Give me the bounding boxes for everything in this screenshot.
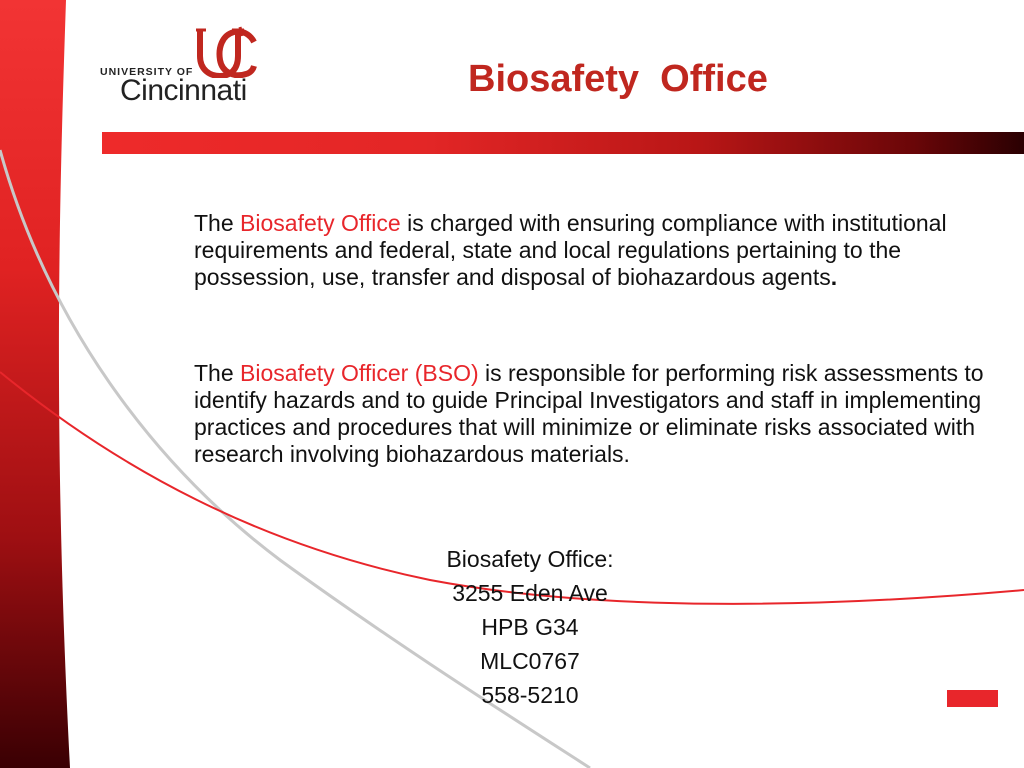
paragraph1-post: is charged with ensuring compliance with institutional requirements and federal, state and local regulations pertaining to the possession, use, transfer and disposal of biohazardous agents [194, 210, 947, 290]
paragraph2-pre: The [194, 360, 241, 386]
title-underline-bar [102, 132, 1024, 154]
contact-building: HPB G34 [481, 614, 579, 640]
logo-cincinnati-text: Cincinnati [120, 74, 247, 107]
contact-address: 3255 Eden Ave [452, 580, 608, 606]
paragraph-officer-description [194, 360, 994, 468]
contact-block [330, 542, 730, 712]
left-red-band [0, 0, 70, 768]
page-title: Biosafety Office [468, 58, 768, 100]
university-logo [98, 26, 273, 110]
logo-university-text: UNIVERSITY OF [100, 66, 194, 78]
contact-mail-location: MLC0767 [480, 648, 580, 674]
uc-logo-mark-icon [196, 26, 258, 78]
paragraph1-highlight: Biosafety Office [240, 210, 401, 236]
paragraph-office-description [194, 210, 994, 291]
decorative-red-block [947, 690, 998, 707]
paragraph1-pre: The [194, 210, 241, 236]
contact-phone: 558-5210 [481, 682, 579, 708]
paragraph2-highlight: Biosafety Officer (BSO) [240, 360, 479, 386]
contact-office: Biosafety Office: [446, 546, 614, 572]
paragraph2-post: is responsible for performing risk assessments to identify hazards and to guide Principal Investigators and staff in implementing practices and procedures that will minimize or eliminate risks associated with research involving biohazardous materials. [194, 360, 984, 467]
paragraph1-end: . [830, 264, 838, 290]
